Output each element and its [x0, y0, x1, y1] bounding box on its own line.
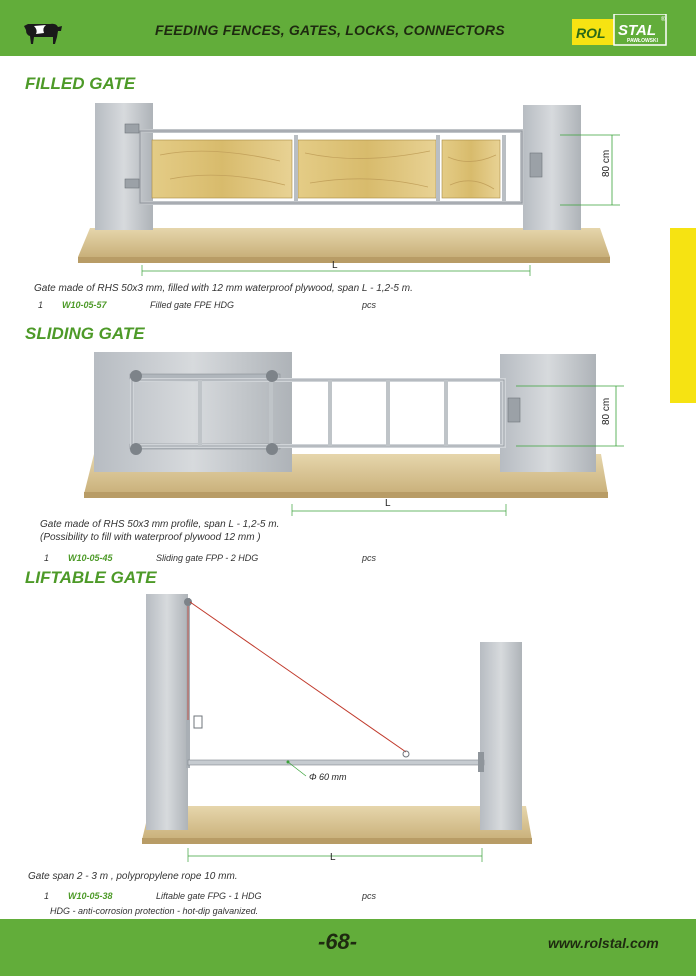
- svg-text:ROL: ROL: [576, 25, 606, 41]
- website-link[interactable]: www.rolstal.com: [548, 935, 659, 951]
- liftable-gate-span-label: L: [330, 852, 336, 863]
- side-tab-marker: [670, 228, 696, 403]
- sliding-gate-height-label: 80 cm: [601, 397, 612, 425]
- filled-gate-item-row: 1 W10-05-57 Filled gate FPE HDG pcs: [38, 300, 377, 310]
- sliding-gate-item-row: 1 W10-05-45 Sliding gate FPP - 2 HDG pcs: [44, 553, 377, 563]
- header-title: FEEDING FENCES, GATES, LOCKS, CONNECTORS: [155, 22, 505, 38]
- sliding-gate-span-label: L: [385, 498, 391, 509]
- section-title-filled-gate: FILLED GATE: [25, 74, 136, 93]
- svg-text:STAL: STAL: [618, 22, 657, 39]
- rolstal-logo: [572, 14, 668, 48]
- filled-gate-illustration: [60, 95, 630, 280]
- section-title-sliding-gate: SLIDING GATE: [25, 324, 145, 343]
- liftable-gate-item-row: 1 W10-05-38 Liftable gate FPG - 1 HDG pcs: [44, 891, 377, 901]
- svg-text:®: ®: [661, 17, 666, 23]
- sliding-gate-description: Gate made of RHS 50x3 mm profile, span L - 1,2-5 m. (Possibility to fill with waterproof plywood 12 mm ): [40, 519, 280, 543]
- filled-gate-span-label: L: [332, 260, 338, 271]
- liftable-gate-illustration: [138, 590, 538, 870]
- sliding-gate-illustration: [76, 346, 636, 518]
- page-header: [0, 0, 696, 56]
- filled-gate-description: Gate made of RHS 50x3 mm, filled with 12 mm waterproof plywood, span L - 1,2-5 m.: [34, 283, 413, 294]
- hdg-note: HDG - anti-corrosion protection - hot-dip galvanized.: [50, 906, 259, 916]
- liftable-gate-pipe-label: Φ 60 mm: [309, 772, 347, 782]
- svg-text:PAWŁOWSKI: PAWŁOWSKI: [627, 38, 659, 44]
- page-number: -68-: [318, 929, 358, 954]
- section-title-liftable-gate: LIFTABLE GATE: [25, 568, 157, 587]
- filled-gate-height-label: 80 cm: [601, 149, 612, 177]
- liftable-gate-description: Gate span 2 - 3 m , polypropylene rope 10 mm.: [28, 871, 238, 882]
- page-footer: [0, 919, 696, 976]
- cow-icon: [20, 18, 64, 46]
